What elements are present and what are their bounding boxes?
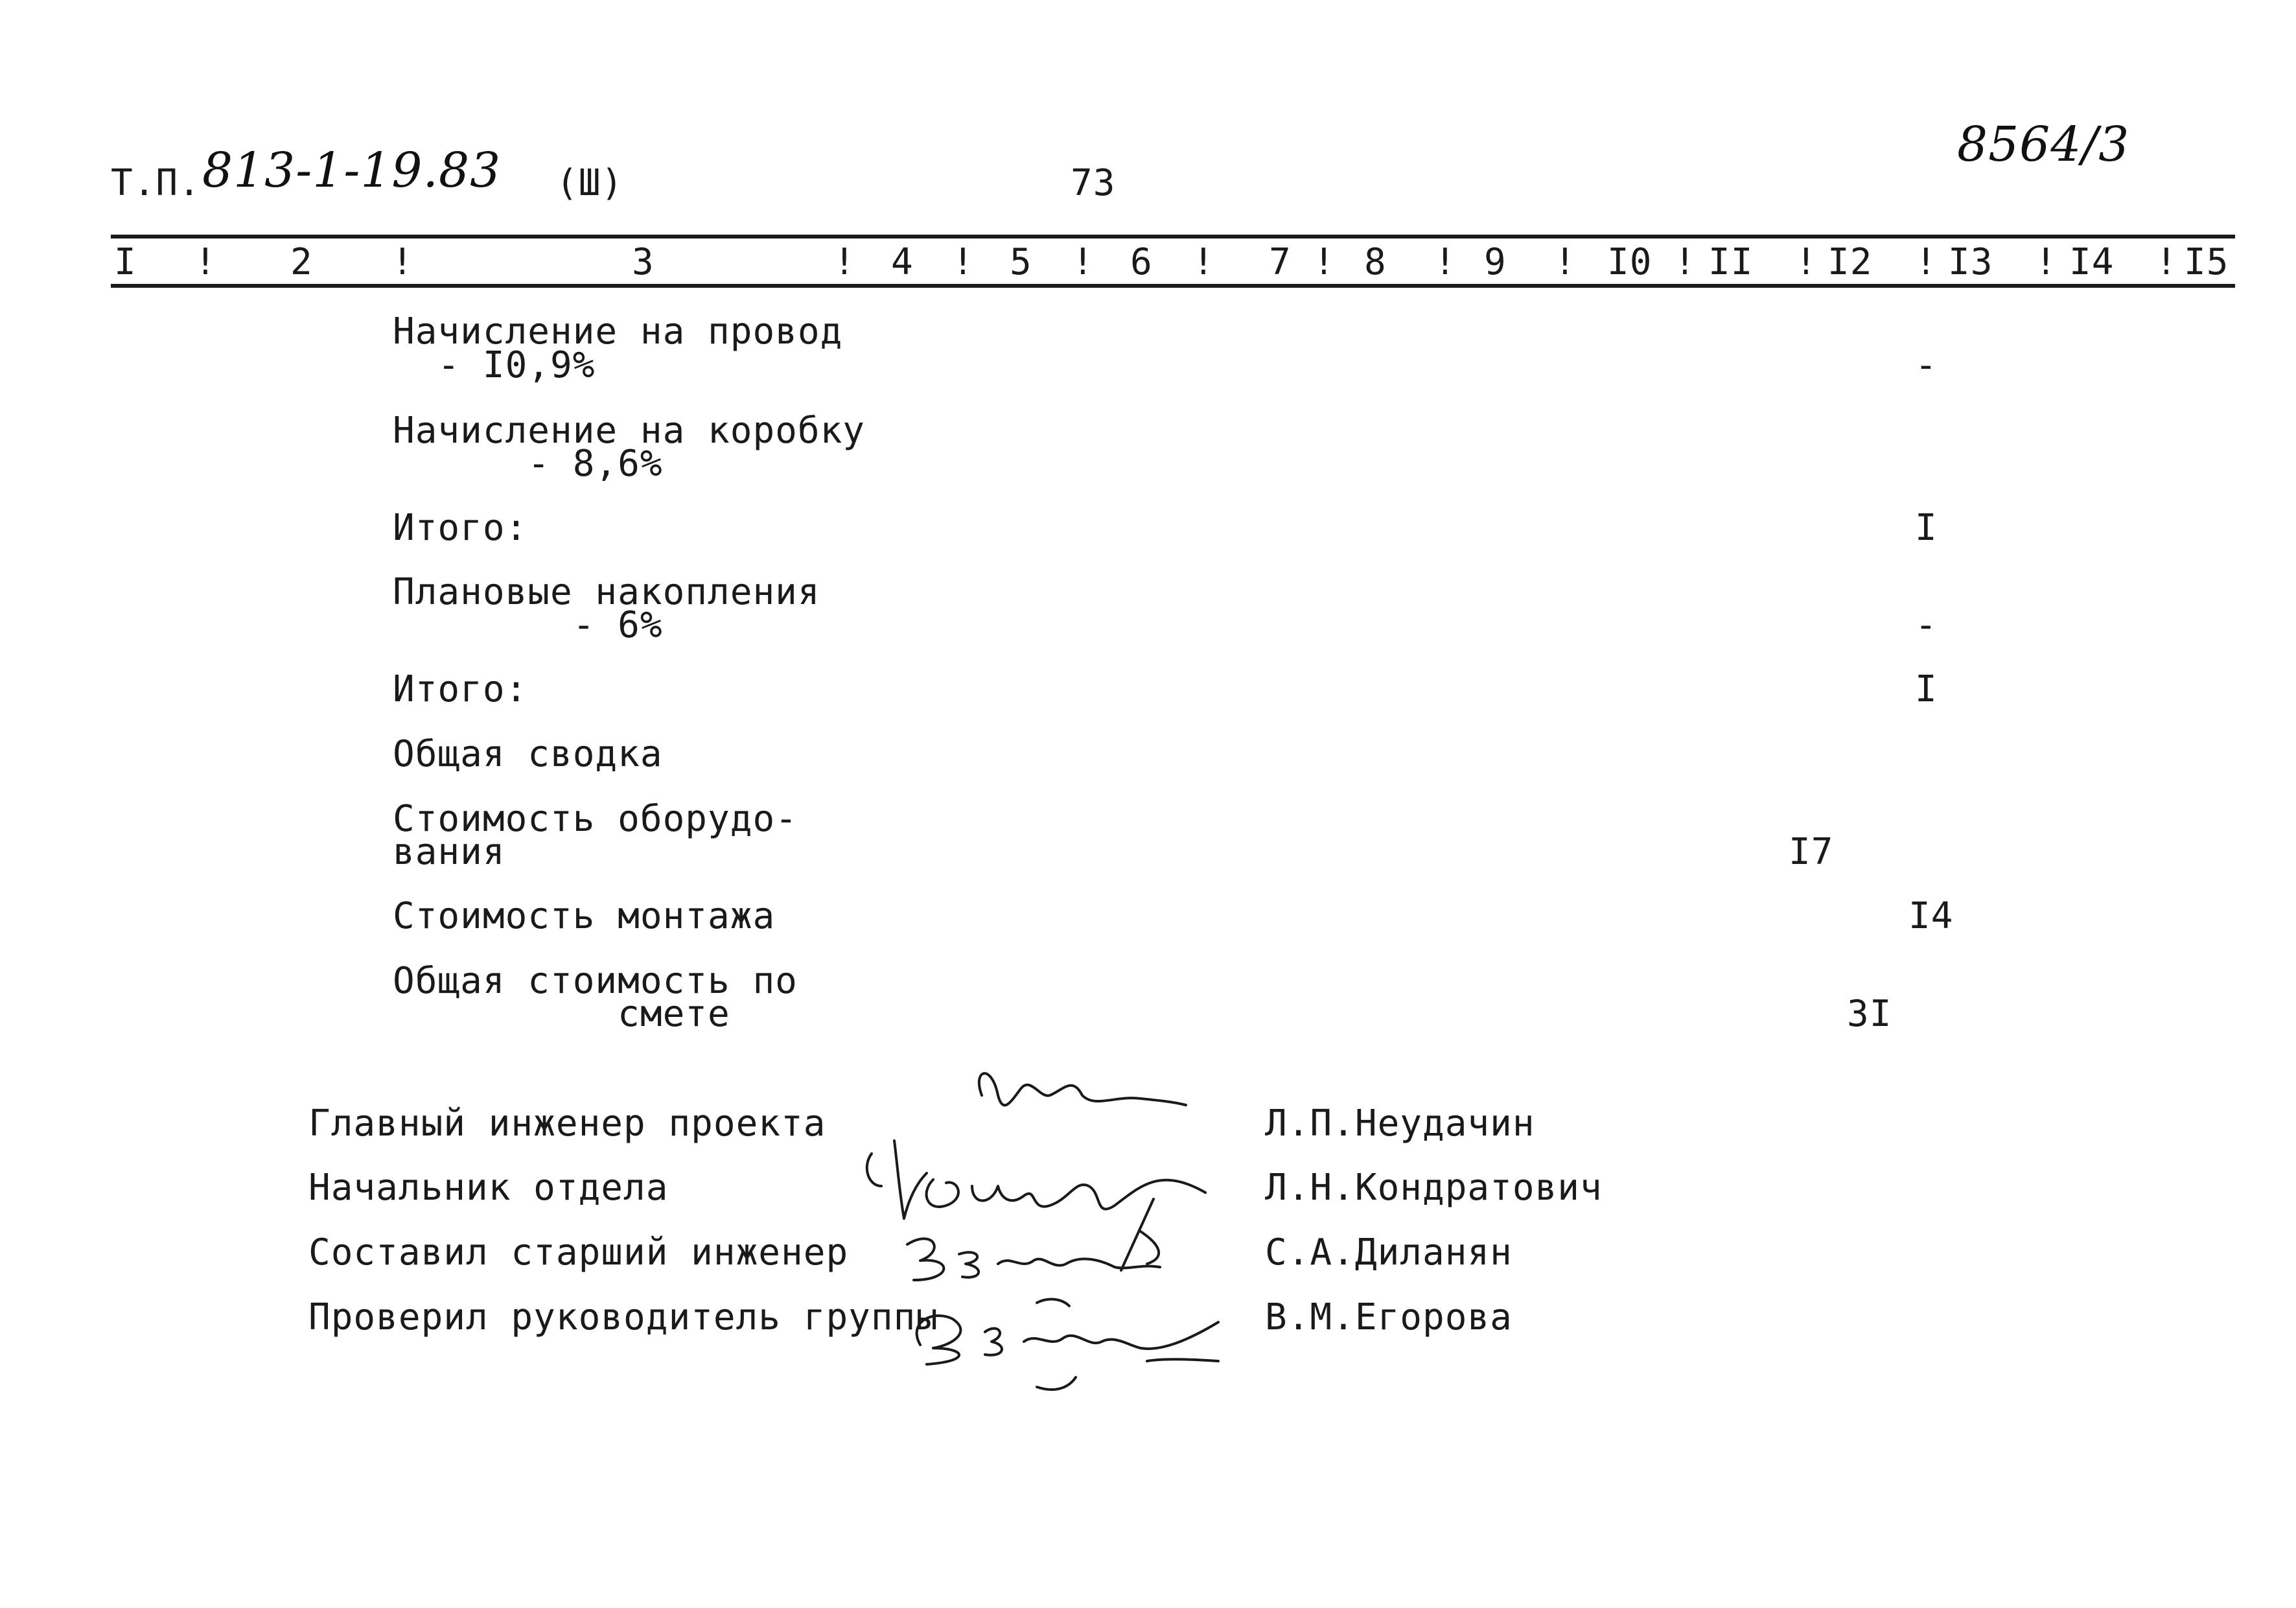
signature-scrawl (1037, 1299, 1076, 1390)
row-value: I (1915, 668, 1938, 710)
column-separator: ! (1192, 241, 1215, 283)
column-number: I5 (2184, 241, 2229, 283)
signature-scrawl (1121, 1199, 1159, 1270)
column-number: I (114, 241, 137, 283)
column-separator: ! (1434, 241, 1457, 283)
row-name: смете (393, 993, 730, 1035)
column-separator: ! (1674, 241, 1697, 283)
column-separator: ! (391, 241, 414, 283)
column-separator: ! (1554, 241, 1577, 283)
row-value: I4 (1908, 895, 1954, 937)
row-name: - I0,9% (393, 344, 596, 386)
signature-scrawl (917, 1316, 1218, 1364)
column-number: 3 (632, 241, 655, 283)
column-number: I4 (2069, 241, 2115, 283)
row-name: вания (393, 831, 505, 873)
row-name: - 8,6% (393, 443, 663, 485)
column-separator: ! (833, 241, 856, 283)
row-value: I (1915, 507, 1938, 549)
signature-name: С.А.Диланян (1265, 1231, 1513, 1274)
signature-role: Главный инженер проекта (308, 1102, 826, 1145)
column-separator: ! (2035, 241, 2058, 283)
column-number: 7 (1269, 241, 1292, 283)
column-number: 4 (891, 241, 914, 283)
signature-name: Л.Н.Кондратович (1265, 1167, 1603, 1209)
column-separator: ! (1795, 241, 1818, 283)
row-name: Общая сводка (393, 733, 663, 775)
column-number: 5 (1010, 241, 1032, 283)
row-name: Стоимость оборудо- (393, 798, 798, 840)
column-number: II (1708, 241, 1754, 283)
signature-scrawl (979, 1073, 1186, 1105)
section-mark: (Ш) (556, 162, 624, 204)
column-number: I2 (1827, 241, 1873, 283)
row-name: Начисление на провод (393, 310, 843, 353)
row-name: Итого: (393, 668, 528, 710)
column-number: I3 (1948, 241, 1993, 283)
column-number: 9 (1484, 241, 1507, 283)
column-separator: ! (1915, 241, 1938, 283)
signature-scrawl (867, 1141, 1205, 1218)
row-name: - 6% (393, 604, 663, 646)
row-name: Стоимость монтажа (393, 895, 776, 937)
row-value: 3I (1847, 993, 1892, 1035)
signature-role: Составил старший инженер (308, 1231, 849, 1274)
archive-number: 8564/3 (1957, 117, 2130, 172)
signature-role: Проверил руководитель группы (308, 1296, 939, 1338)
row-name: Начисление на коробку (393, 410, 866, 452)
row-name: Плановые накопления (393, 571, 820, 613)
signature-scrawl (907, 1239, 1160, 1280)
column-separator: ! (2155, 241, 2178, 283)
column-separator: ! (194, 241, 217, 283)
row-name: Итого: (393, 507, 528, 549)
column-number: 8 (1364, 241, 1387, 283)
column-number: 6 (1130, 241, 1153, 283)
column-separator: ! (1313, 241, 1336, 283)
row-value: - (1915, 604, 1938, 646)
row-value: I7 (1789, 831, 1834, 873)
row-name: Общая стоимость по (393, 960, 798, 1002)
column-number: 2 (290, 241, 313, 283)
project-number: 813-1-19.83 (202, 143, 502, 198)
row-value: - (1915, 344, 1938, 386)
document-prefix: Т.П. (111, 162, 201, 204)
signature-role: Начальник отдела (308, 1167, 669, 1209)
column-separator: ! (1072, 241, 1095, 283)
column-separator: ! (952, 241, 975, 283)
column-number: I0 (1607, 241, 1652, 283)
signature-name: Л.П.Неудачин (1265, 1102, 1535, 1145)
page-number: 73 (1071, 162, 1116, 204)
signature-name: В.М.Егорова (1265, 1296, 1513, 1338)
